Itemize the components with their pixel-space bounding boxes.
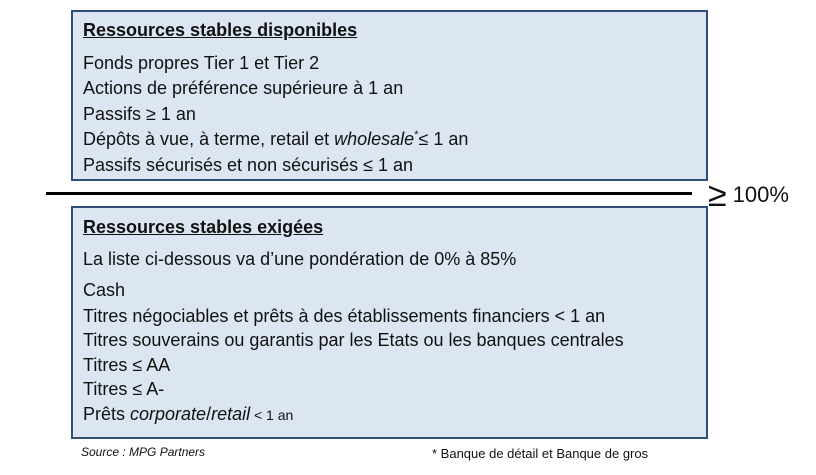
footnote-marker: * [414,129,419,141]
loans-suffix: < 1 an [250,407,294,423]
slash-text: / [206,404,212,424]
required-funding-item: Titres négociables et prêts à des établissements financiers < 1 an [83,306,606,326]
retail-text: retail [211,404,251,424]
wholesale-text: wholesale [334,129,415,149]
required-funding-item: Cash [83,280,126,300]
deposits-text: Dépôts à vue, à terme, retail et [83,129,335,149]
required-funding-title: Ressources stables exigées [83,217,324,237]
deposits-suffix: ≤ 1 an [418,129,469,149]
ratio-threshold [708,176,789,215]
weighting-intro: La liste ci-dessous va d’une pondération de 0% à 85% [83,249,517,269]
footnote-text: * Banque de détail et Banque de gros [432,446,649,461]
required-funding-item: Titres ≤ A- [83,379,165,399]
required-funding-item-loans [83,404,293,425]
available-funding-item: Fonds propres Tier 1 et Tier 2 [83,53,320,73]
available-funding-title: Ressources stables disponibles [83,20,358,40]
available-stable-funding-box [71,10,708,181]
required-funding-item: Titres souverains ou garantis par les Etats ou les banques centrales [83,330,624,350]
corporate-text: corporate [130,404,207,424]
required-funding-item: Titres ≤ AA [83,355,171,375]
required-stable-funding-box [71,206,708,439]
available-funding-item: Actions de préférence supérieure à 1 an [83,78,404,98]
source-caption: Source : MPG Partners [81,445,206,459]
ratio-divider-line [46,192,692,195]
greater-equal-symbol: ≥ [708,176,727,214]
loans-prefix: Prêts [83,404,131,424]
available-funding-item: Passifs ≥ 1 an [83,104,196,124]
available-funding-item: Passifs sécurisés et non sécurisés ≤ 1 an [83,155,414,175]
available-funding-item-deposits [83,129,468,150]
ratio-value: 100% [732,182,789,207]
